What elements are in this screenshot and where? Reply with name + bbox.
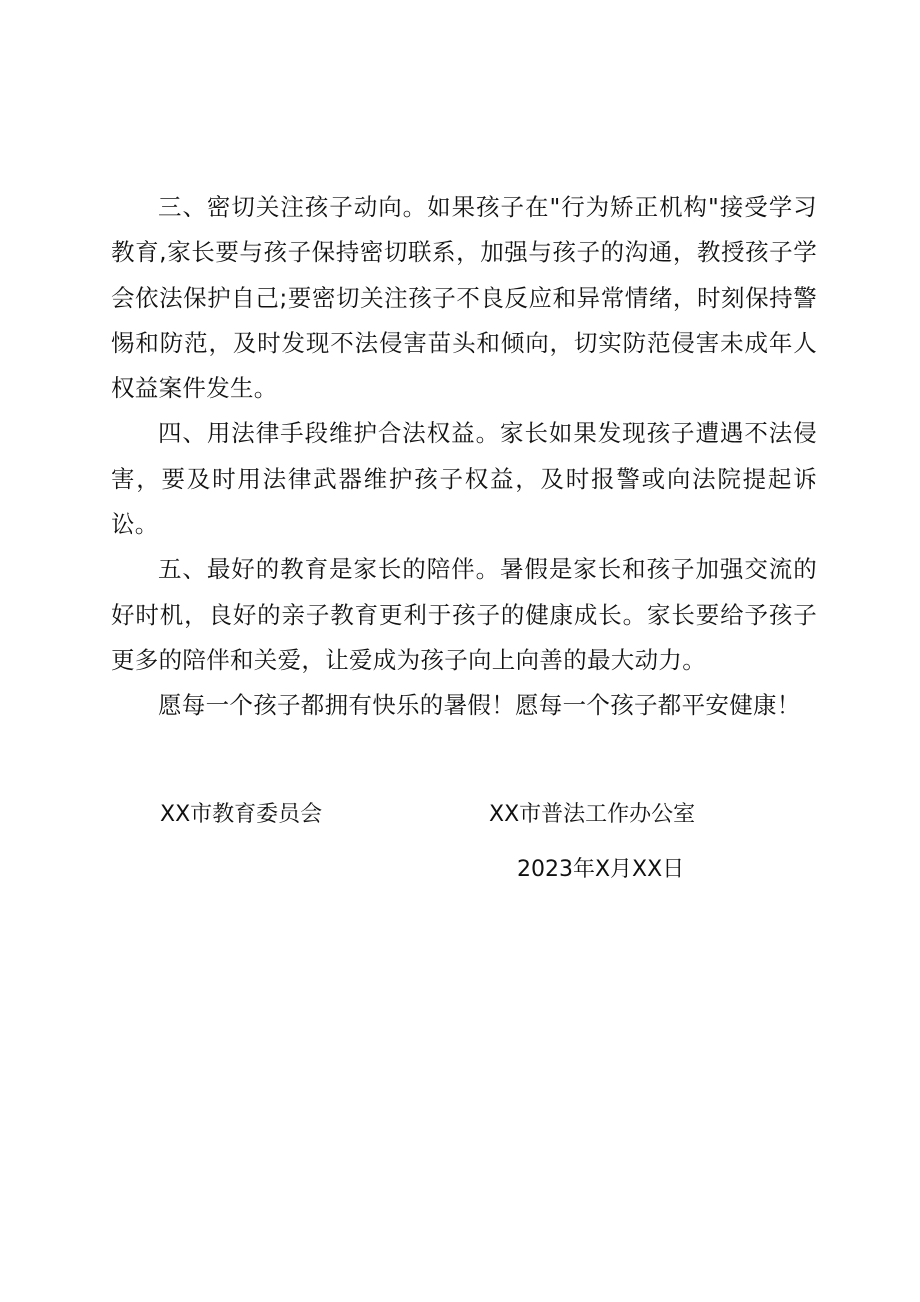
closing-wish: 愿每一个孩子都拥有快乐的暑假！愿每一个孩子都平安健康！ bbox=[158, 691, 801, 720]
paragraph-4-legal-means: 四、用法律手段维护合法权益。家长如果发现孩子遭遇不法侵害，要及时用法律武器维护孩子权益，及时报警或向法院提起诉讼。 bbox=[111, 419, 817, 539]
signature-education-committee: XX市教育委员会 bbox=[160, 802, 323, 827]
paragraph-3-follow-child: 三、密切关注孩子动向。如果孩子在"行为矫正机构"接受学习教育,家长要与孩子保持密切联系，加强与孩子的沟通，教授孩子学会依法保护自己;要密切关注孩子不良反应和异常情绪，时刻保持警惕和防范，及时发现不法侵害苗头和倾向，切实防范侵害未成年人权益案件发生。 bbox=[111, 193, 817, 403]
signature-date: 2023年X月XX日 bbox=[517, 857, 685, 882]
signature-law-office: XX市普法工作办公室 bbox=[489, 802, 696, 827]
document-body bbox=[111, 185, 817, 729]
paragraph-5-parent-company: 五、最好的教育是家长的陪伴。暑假是家长和孩子加强交流的好时机，良好的亲子教育更利于孩子的健康成长。家长要给予孩子更多的陪伴和关爱，让爱成为孩子向上向善的最大动力。 bbox=[111, 555, 817, 674]
